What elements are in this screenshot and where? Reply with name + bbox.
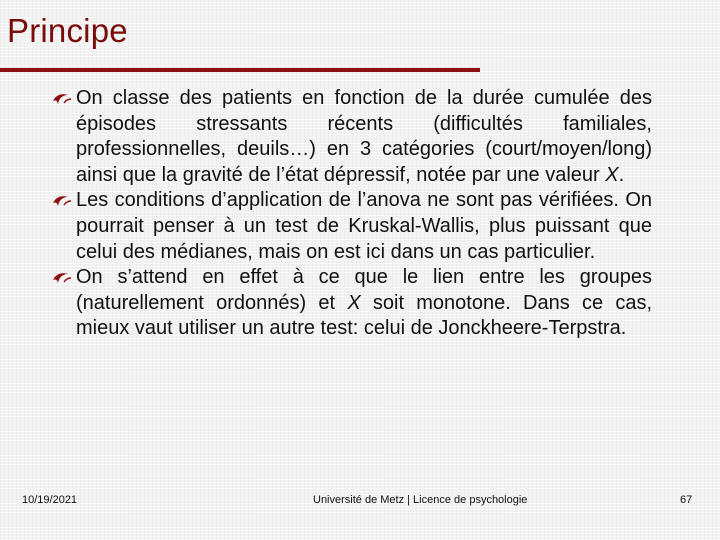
bullet-text: Les conditions d’application de l’anova ne sont pas vérifiées. On pourrait penser à un test de Kruskal-Wallis, plus puissant que celui des médianes, mais on est ici dans un cas particulier. xyxy=(76,189,652,263)
swoosh-bullet-icon xyxy=(52,271,72,285)
bullet-item xyxy=(52,265,652,342)
footer-date: 10/19/2021 xyxy=(22,494,78,506)
bullet-text: On classe des patients en fonction de la durée cumulée des épisodes stressants récents (difficultés familiales, professionnelles, deuils…) en 3 catégories (court/moyen/long) ainsi que la gravité de l’état dépressif, notée par une valeur X. xyxy=(76,87,652,186)
title-underline xyxy=(0,68,480,72)
bullet-item xyxy=(52,188,652,265)
slide-title: Principe xyxy=(7,12,128,49)
bullet-text: On s’attend en effet à ce que le lien entre les groupes (naturellement ordonnés) et X soit monotone. Dans ce cas, mieux vaut utiliser un autre test: celui de Jonckheere-Terpstra. xyxy=(76,266,652,340)
bullet-list xyxy=(52,86,652,342)
footer-institution: Université de Metz | Licence de psychologie xyxy=(313,494,528,506)
swoosh-bullet-icon xyxy=(52,194,72,208)
swoosh-bullet-icon xyxy=(52,92,72,106)
bullet-item xyxy=(52,86,652,188)
slide-number: 67 xyxy=(680,494,693,506)
